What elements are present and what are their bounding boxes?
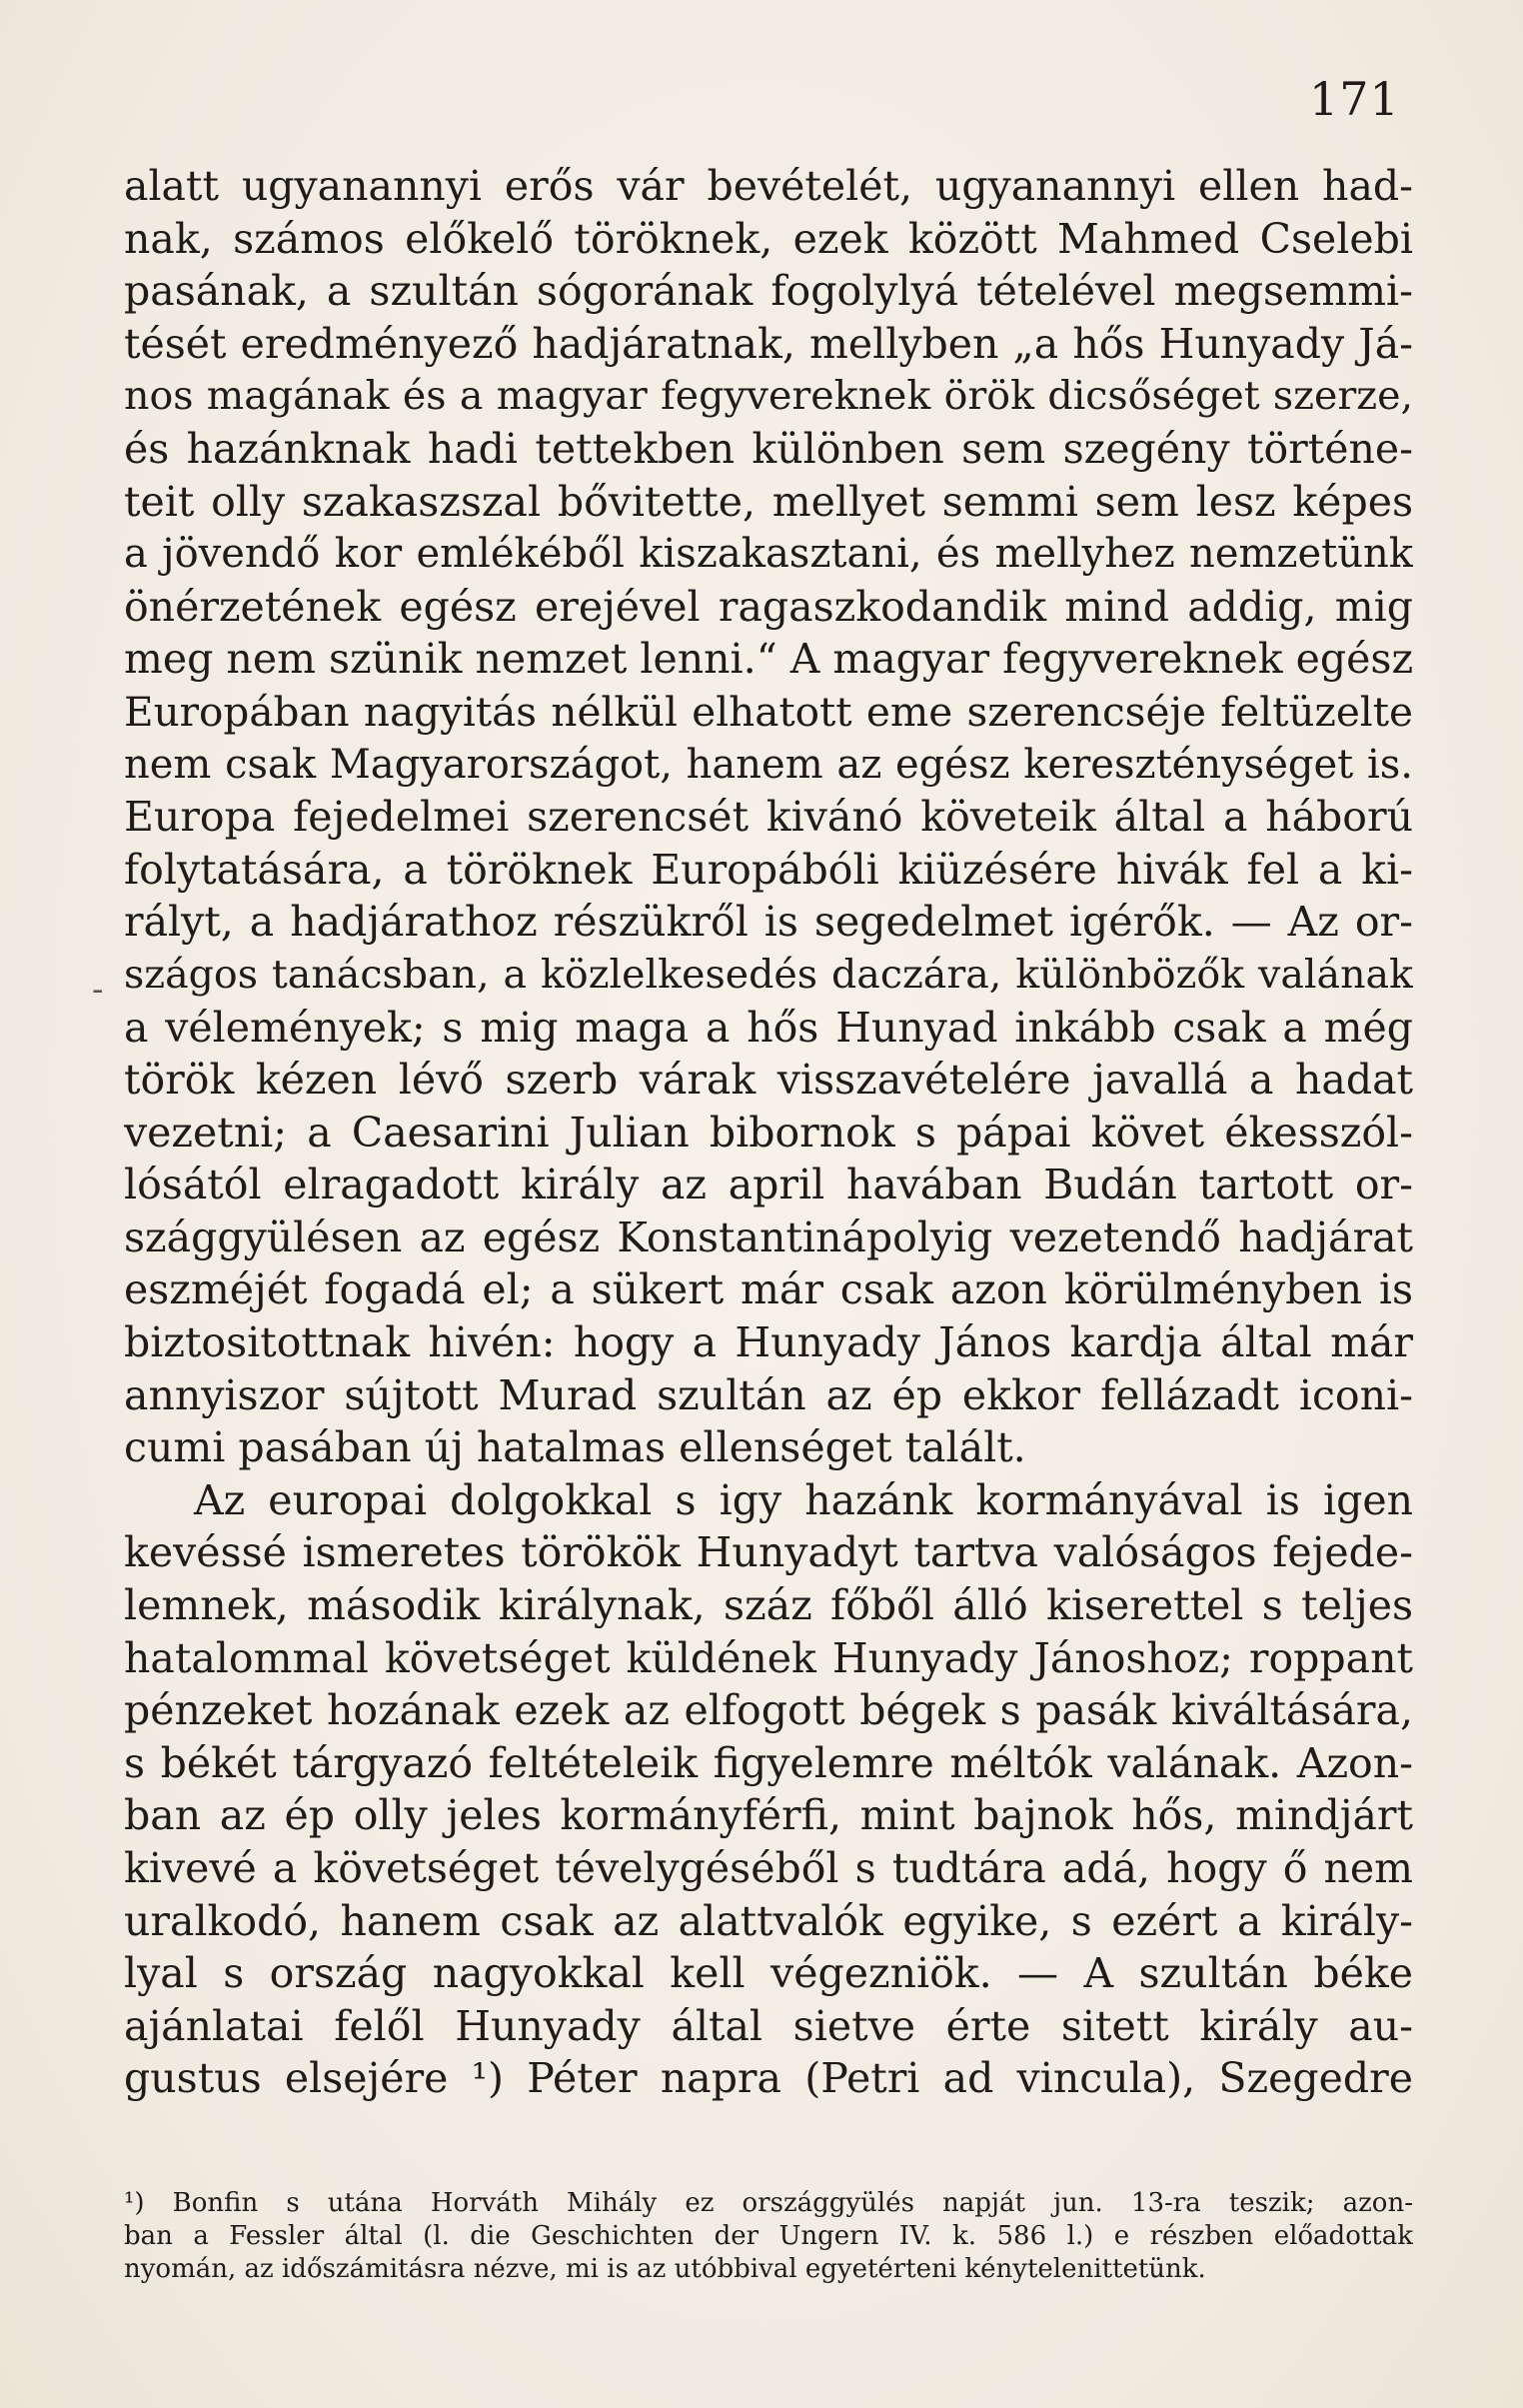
text-line: tését eredményező hadjáratnak, mellyben „a hős Hunyady Já- xyxy=(124,319,1413,368)
text-line: eszméjét fogadá el; a sükert már csak azon körülményben is xyxy=(124,1265,1413,1314)
text-line: nak, számos előkelő töröknek, ezek között Mahmed Cselebi xyxy=(124,214,1413,263)
text-line: Europa fejedelmei szerencsét kivánó követeik által a háború xyxy=(124,793,1413,842)
paragraph-first-line: Az europai dolgokkal s igy hazánk kormányával is igen xyxy=(194,1475,1413,1524)
text-line: teit olly szakaszszal bővitette, mellyet semmi sem lesz képes xyxy=(124,477,1413,526)
text-line: nem csak Magyarországot, hanem az egész kereszténységet is. xyxy=(124,741,1413,788)
footnote-line: nyomán, az időszámitásra nézve, mi is az utóbbival egyetérteni kénytelenittetünk. xyxy=(124,2254,1206,2284)
text-line: török kézen lévő szerb várak visszavételére javallá a hadat xyxy=(124,1056,1413,1105)
text-line: folytatására, a töröknek Europábóli kiüzésére hivák fel a ki- xyxy=(124,845,1413,894)
text-line: ban az ép olly jeles kormányférfi, mint bajnok hős, mindjárt xyxy=(124,1791,1413,1840)
page-number: 171 xyxy=(1309,72,1400,126)
text-line: szágos tanácsban, a közlelkesedés daczára, különbözők valának xyxy=(124,951,1413,998)
text-line: meg nem szünik nemzet lenni.“ A magyar fegyvereknek egész xyxy=(124,635,1413,684)
text-line: lyal s ország nagyokkal kell végezniök. — A szultán béke xyxy=(124,1949,1413,1998)
text-line: pénzeket hozának ezek az elfogott bégek s pasák kiváltására, xyxy=(124,1686,1413,1735)
text-line: alatt ugyanannyi erős vár bevételét, ugyanannyi ellen had- xyxy=(124,162,1413,210)
margin-mark: - xyxy=(92,970,104,1010)
paragraph-last-line: cumi pasában új hatalmas ellenséget talált. xyxy=(124,1423,1026,1472)
footnote-line: ¹) Bonfin s utána Horváth Mihály ez országgyülés napját jun. 13-ra teszik; azon- xyxy=(124,2188,1413,2218)
text-line: kivevé a követséget tévelygéséből s tudtára adá, hogy ő nem xyxy=(124,1844,1413,1892)
text-line: vezetni; a Caesarini Julian bibornok s pápai követ ékesszól- xyxy=(124,1108,1413,1157)
text-line: hatalommal követséget küldének Hunyady Jánoshoz; roppant xyxy=(124,1633,1413,1682)
footnote-line: ban a Fessler által (l. die Geschichten der Ungern IV. k. 586 l.) e részben előadottak xyxy=(124,2221,1413,2251)
text-line: gustus elsejére ¹) Péter napra (Petri ad vincula), Szegedre xyxy=(124,2054,1413,2103)
text-line: és hazánknak hadi tettekben különben sem szegény történe- xyxy=(124,424,1413,473)
text-line: annyiszor sújtott Murad szultán az ép ekkor fellázadt iconi- xyxy=(124,1370,1413,1419)
text-line: s békét tárgyazó feltételeik figyelemre méltók valának. Azon- xyxy=(124,1738,1413,1787)
text-line: rályt, a hadjárathoz részükről is segedelmet igérők. — Az or- xyxy=(124,898,1413,947)
text-line: lósától elragadott király az april havában Budán tartott or- xyxy=(124,1161,1413,1209)
text-line: pasának, a szultán sógorának fogolylyá tételével megsemmi- xyxy=(124,267,1413,316)
text-line: lemnek, második királynak, száz főből álló kiserettel s teljes xyxy=(124,1581,1413,1630)
text-line: ajánlatai felől Hunyady által sietve érte sitett király au- xyxy=(124,2001,1413,2050)
text-line: önérzetének egész erejével ragaszkodandik mind addig, mig xyxy=(124,582,1413,631)
text-line: uralkodó, hanem csak az alattvalók egyike, s ezért a király- xyxy=(124,1896,1413,1945)
text-line: a vélemények; s mig maga a hős Hunyad inkább csak a még xyxy=(124,1003,1413,1052)
footnotes xyxy=(124,2187,1413,2286)
text-line: Europában nagyitás nélkül elhatott eme szerencséje feltüzelte xyxy=(124,687,1413,736)
text-line: a jövendő kor emlékéből kiszakasztani, és mellyhez nemzetünk xyxy=(124,531,1413,578)
text-line: biztositottnak hivén: hogy a Hunyady János kardja által már xyxy=(124,1318,1413,1367)
text-line: kevéssé ismeretes törökök Hunyadyt tartva valóságos fejede- xyxy=(124,1528,1413,1577)
text-line: nos magának és a magyar fegyvereknek örök dicsőséget szerze, xyxy=(124,373,1413,420)
text-line: szággyülésen az egész Konstantinápolyig vezetendő hadjárat xyxy=(124,1212,1413,1261)
body-text xyxy=(124,160,1413,2105)
